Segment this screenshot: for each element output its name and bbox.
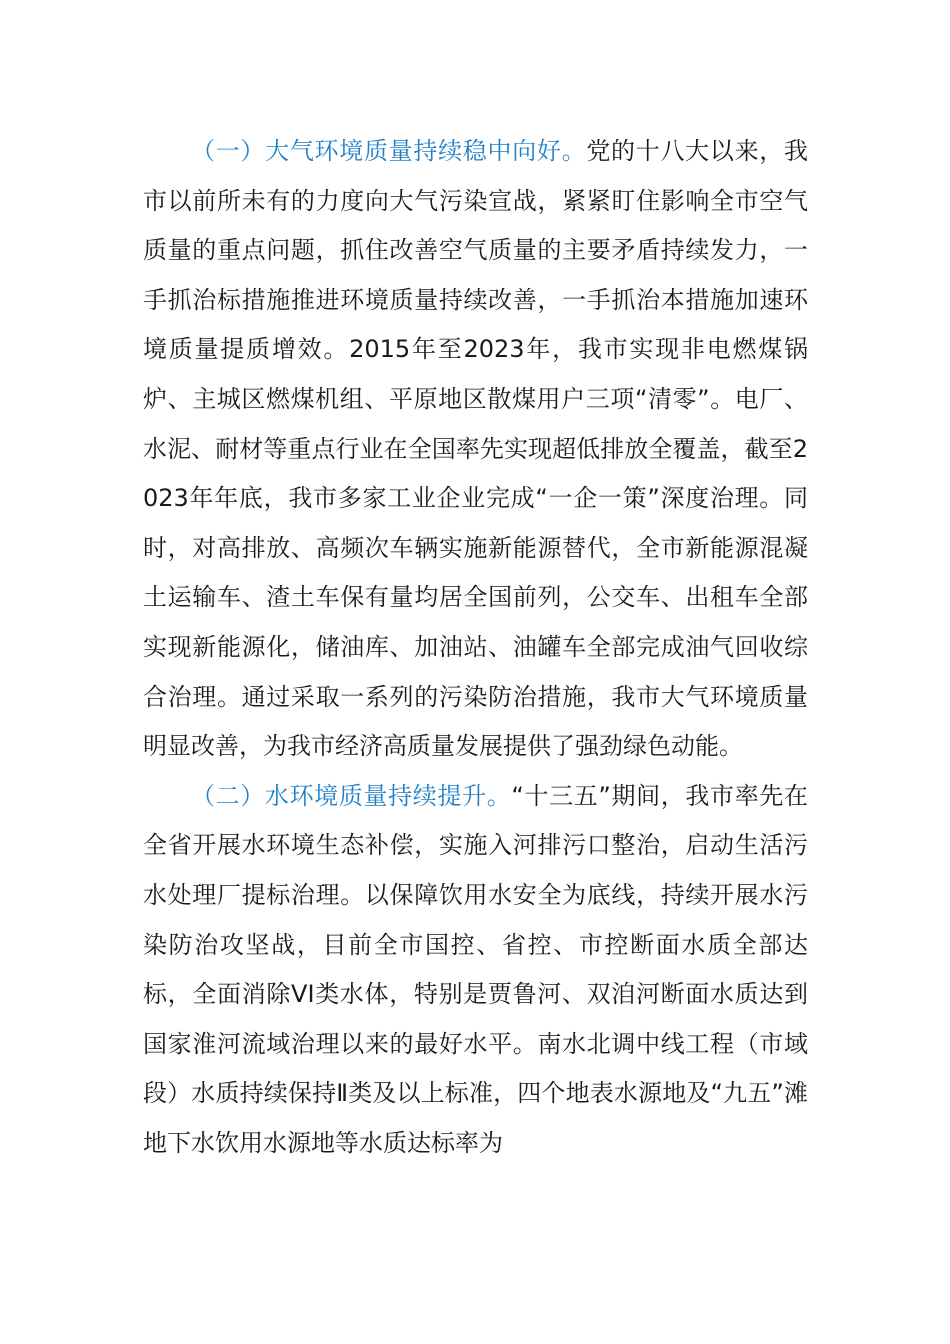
paragraph-body-air-quality: 党的十八大以来，我市以前所未有的力度向大气污染宣战，紧紧盯住影响全市空气质量的重点问题，抓住改善空气质量的主要矛盾持续发力，一手抓治标措施推进环境质量持续改善，一手抓治本措施加速环境质量提质增效。2015年至2023年，我市实现非电燃煤锅炉、主城区燃煤机组、平原地区散煤用户三项“清零”。电厂、水泥、耐材等重点行业在全国率先实现超低排放全覆盖，截至2023年年底，我市多家工业企业完成“一企一策”深度治理。同时，对高排放、高频次车辆实施新能源替代，全市新能源混凝土运输车、渣土车保有量均居全国前列，公交车、出租车全部实现新能源化，储油库、加油站、油罐车全部完成油气回收综合治理。通过采取一系列的污染防治措施，我市大气环境质量明显改善，为我市经济高质量发展提供了强劲绿色动能。 <box>143 137 809 761</box>
paragraph-body-water-quality: “十三五”期间，我市率先在全省开展水环境生态补偿，实施入河排污口整治，启动生活污水处理厂提标治理。以保障饮用水安全为底线，持续开展水污染防治攻坚战，目前全市国控、省控、市控断面水质全部达标，全面消除VI类水体，特别是贾鲁河、双洎河断面水质达到国家淮河流域治理以来的最好水平。南水北调中线工程（市域段）水质持续保持Ⅱ类及以上标准，四个地表水源地及“九五”滩地下水饮用水源地等水质达标率为 <box>143 781 808 1157</box>
paragraph-air-quality <box>143 127 808 772</box>
section-heading-air-quality: （一）大气环境质量持续稳中向好。 <box>191 137 587 165</box>
section-heading-water-quality: （二）水环境质量持续提升。 <box>191 781 512 810</box>
document-body <box>143 127 808 1168</box>
paragraph-water-quality <box>143 772 808 1169</box>
